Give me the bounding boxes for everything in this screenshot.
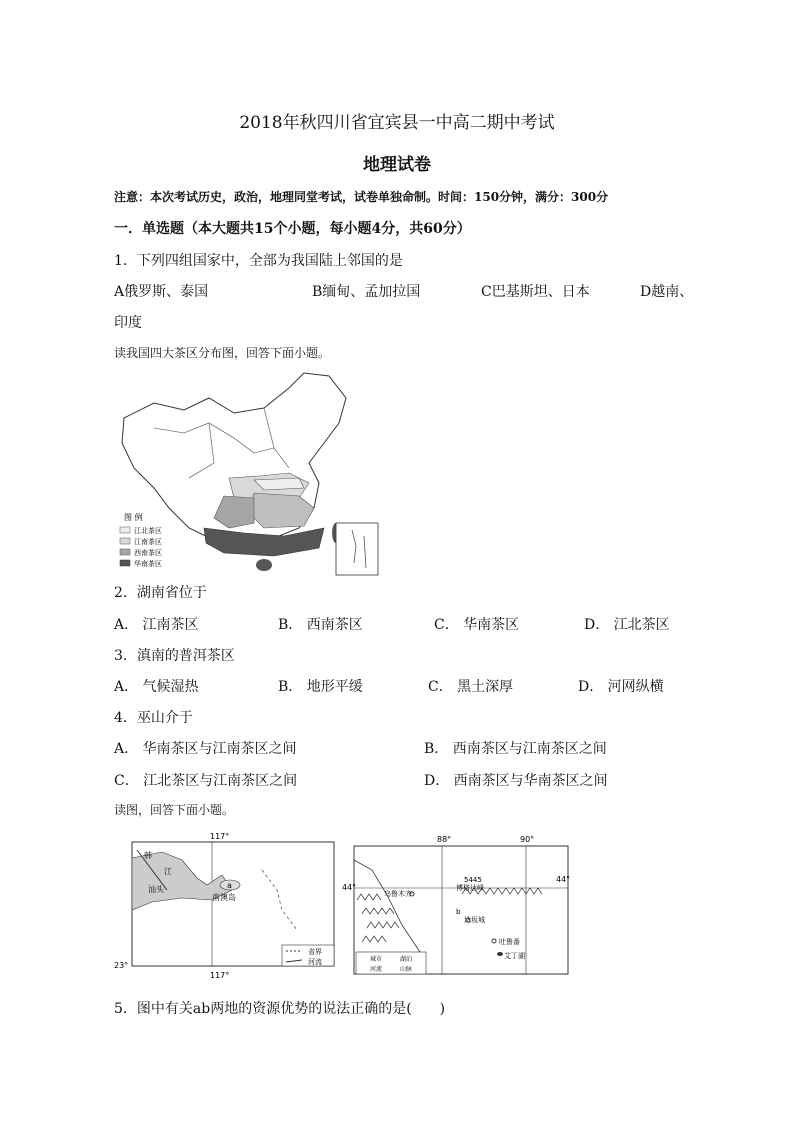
question-5-stem: 5．图中有关ab两地的资源优势的说法正确的是( ) [114,1001,446,1017]
legend-river: 河流 [370,966,383,973]
map1-legend-item: 江南茶区 [134,538,162,546]
q3-option-a: A． 气候湿热 [114,679,199,695]
q3-option-c: C． 黑土深厚 [428,679,514,695]
town-dabancheng: 达坂城 [464,916,485,924]
q3-option-b: B． 地形平缓 [278,679,363,695]
lon-88-label: 88° [437,835,452,844]
lon-label-bottom: 117° [210,971,230,980]
q2-option-c: C． 华南茶区 [434,617,520,633]
q2-option-a: A． 江南茶区 [114,617,199,633]
question-1-stem: 1．下列四组国家中，全部为我国陆上邻国的是 [114,253,403,269]
map1-intro: 读我国四大茶区分布图，回答下面小题。 [114,346,331,360]
xinjiang-map [342,830,582,980]
question-4-stem: 4．巫山介于 [114,710,193,726]
q1-option-c: C巴基斯坦、日本 [481,284,590,300]
question-2-stem: 2．湖南省位于 [114,585,207,601]
q4-option-b: B． 西南茶区与江南茶区之间 [424,741,607,757]
legend-city: 城市 [370,956,383,963]
map1-legend-title: 图 例 [124,513,143,522]
q1-option-a: A俄罗斯、泰国 [114,284,209,300]
shantou-map [112,830,338,980]
legend-lake: 湖泊 [400,956,413,963]
q2-option-d: D． 江北茶区 [584,617,670,633]
exam-subtitle: 地理试卷 [363,155,431,175]
city-label-shantou: 汕头 [148,885,164,894]
map2-intro: 读图，回答下面小题。 [114,803,235,817]
lat-44-label: 44° [342,883,357,892]
city-urumqi: 乌鲁木齐 [384,890,412,898]
lon-label-top: 117° [210,832,230,841]
q1-option-d-wrap: 印度 [114,315,142,331]
legend-river: 河流 [308,958,322,966]
q3-option-d: D． 河网纵横 [578,679,664,695]
q2-option-b: B． 西南茶区 [278,617,363,633]
q4-option-d: D． 西南茶区与华南茶区之间 [424,773,608,789]
legend-province-border: 省界 [308,948,322,956]
exam-note: 注意：本次考试历史，政治，地理同堂考试，试卷单独命制。时间：150分钟，满分：300分 [114,190,609,204]
section-heading: 一．单选题（本大题共15个小题，每小题4分，共60分） [114,221,471,237]
lake-aiding: 艾丁湖 [504,952,525,960]
peak-elevation: 5445 [464,876,482,884]
lat-44-label-right: 44° [556,875,571,884]
map1-legend-item: 西南茶区 [134,549,162,557]
map1-legend-item: 华南茶区 [134,560,162,568]
point-b-label: b [456,908,461,916]
q4-option-c: C． 江北茶区与江南茶区之间 [114,773,298,789]
legend-mountain: 山脉 [400,966,413,973]
map1-legend-item: 江北茶区 [134,527,162,535]
china-tea-map [114,368,380,578]
exam-title: 2018年秋四川省宜宾县一中高二期中考试 [239,113,555,133]
city-turpan: 吐鲁番 [499,938,520,946]
question-3-stem: 3．滇南的普洱茶区 [114,648,235,664]
lat-label: 23° [114,961,129,970]
q1-option-b: B缅甸、孟加拉国 [312,284,421,300]
island-label: 南澳岛 [212,893,236,902]
q4-option-a: A． 华南茶区与江南茶区之间 [114,741,297,757]
river-label-han: 韩 [144,851,152,860]
point-a-label: a [227,881,232,890]
river-label-jiang: 江 [164,867,172,876]
peak-bogda: 博格达峰 [456,884,484,892]
lon-90-label: 90° [520,835,535,844]
q1-option-d: D越南、 [640,284,694,300]
